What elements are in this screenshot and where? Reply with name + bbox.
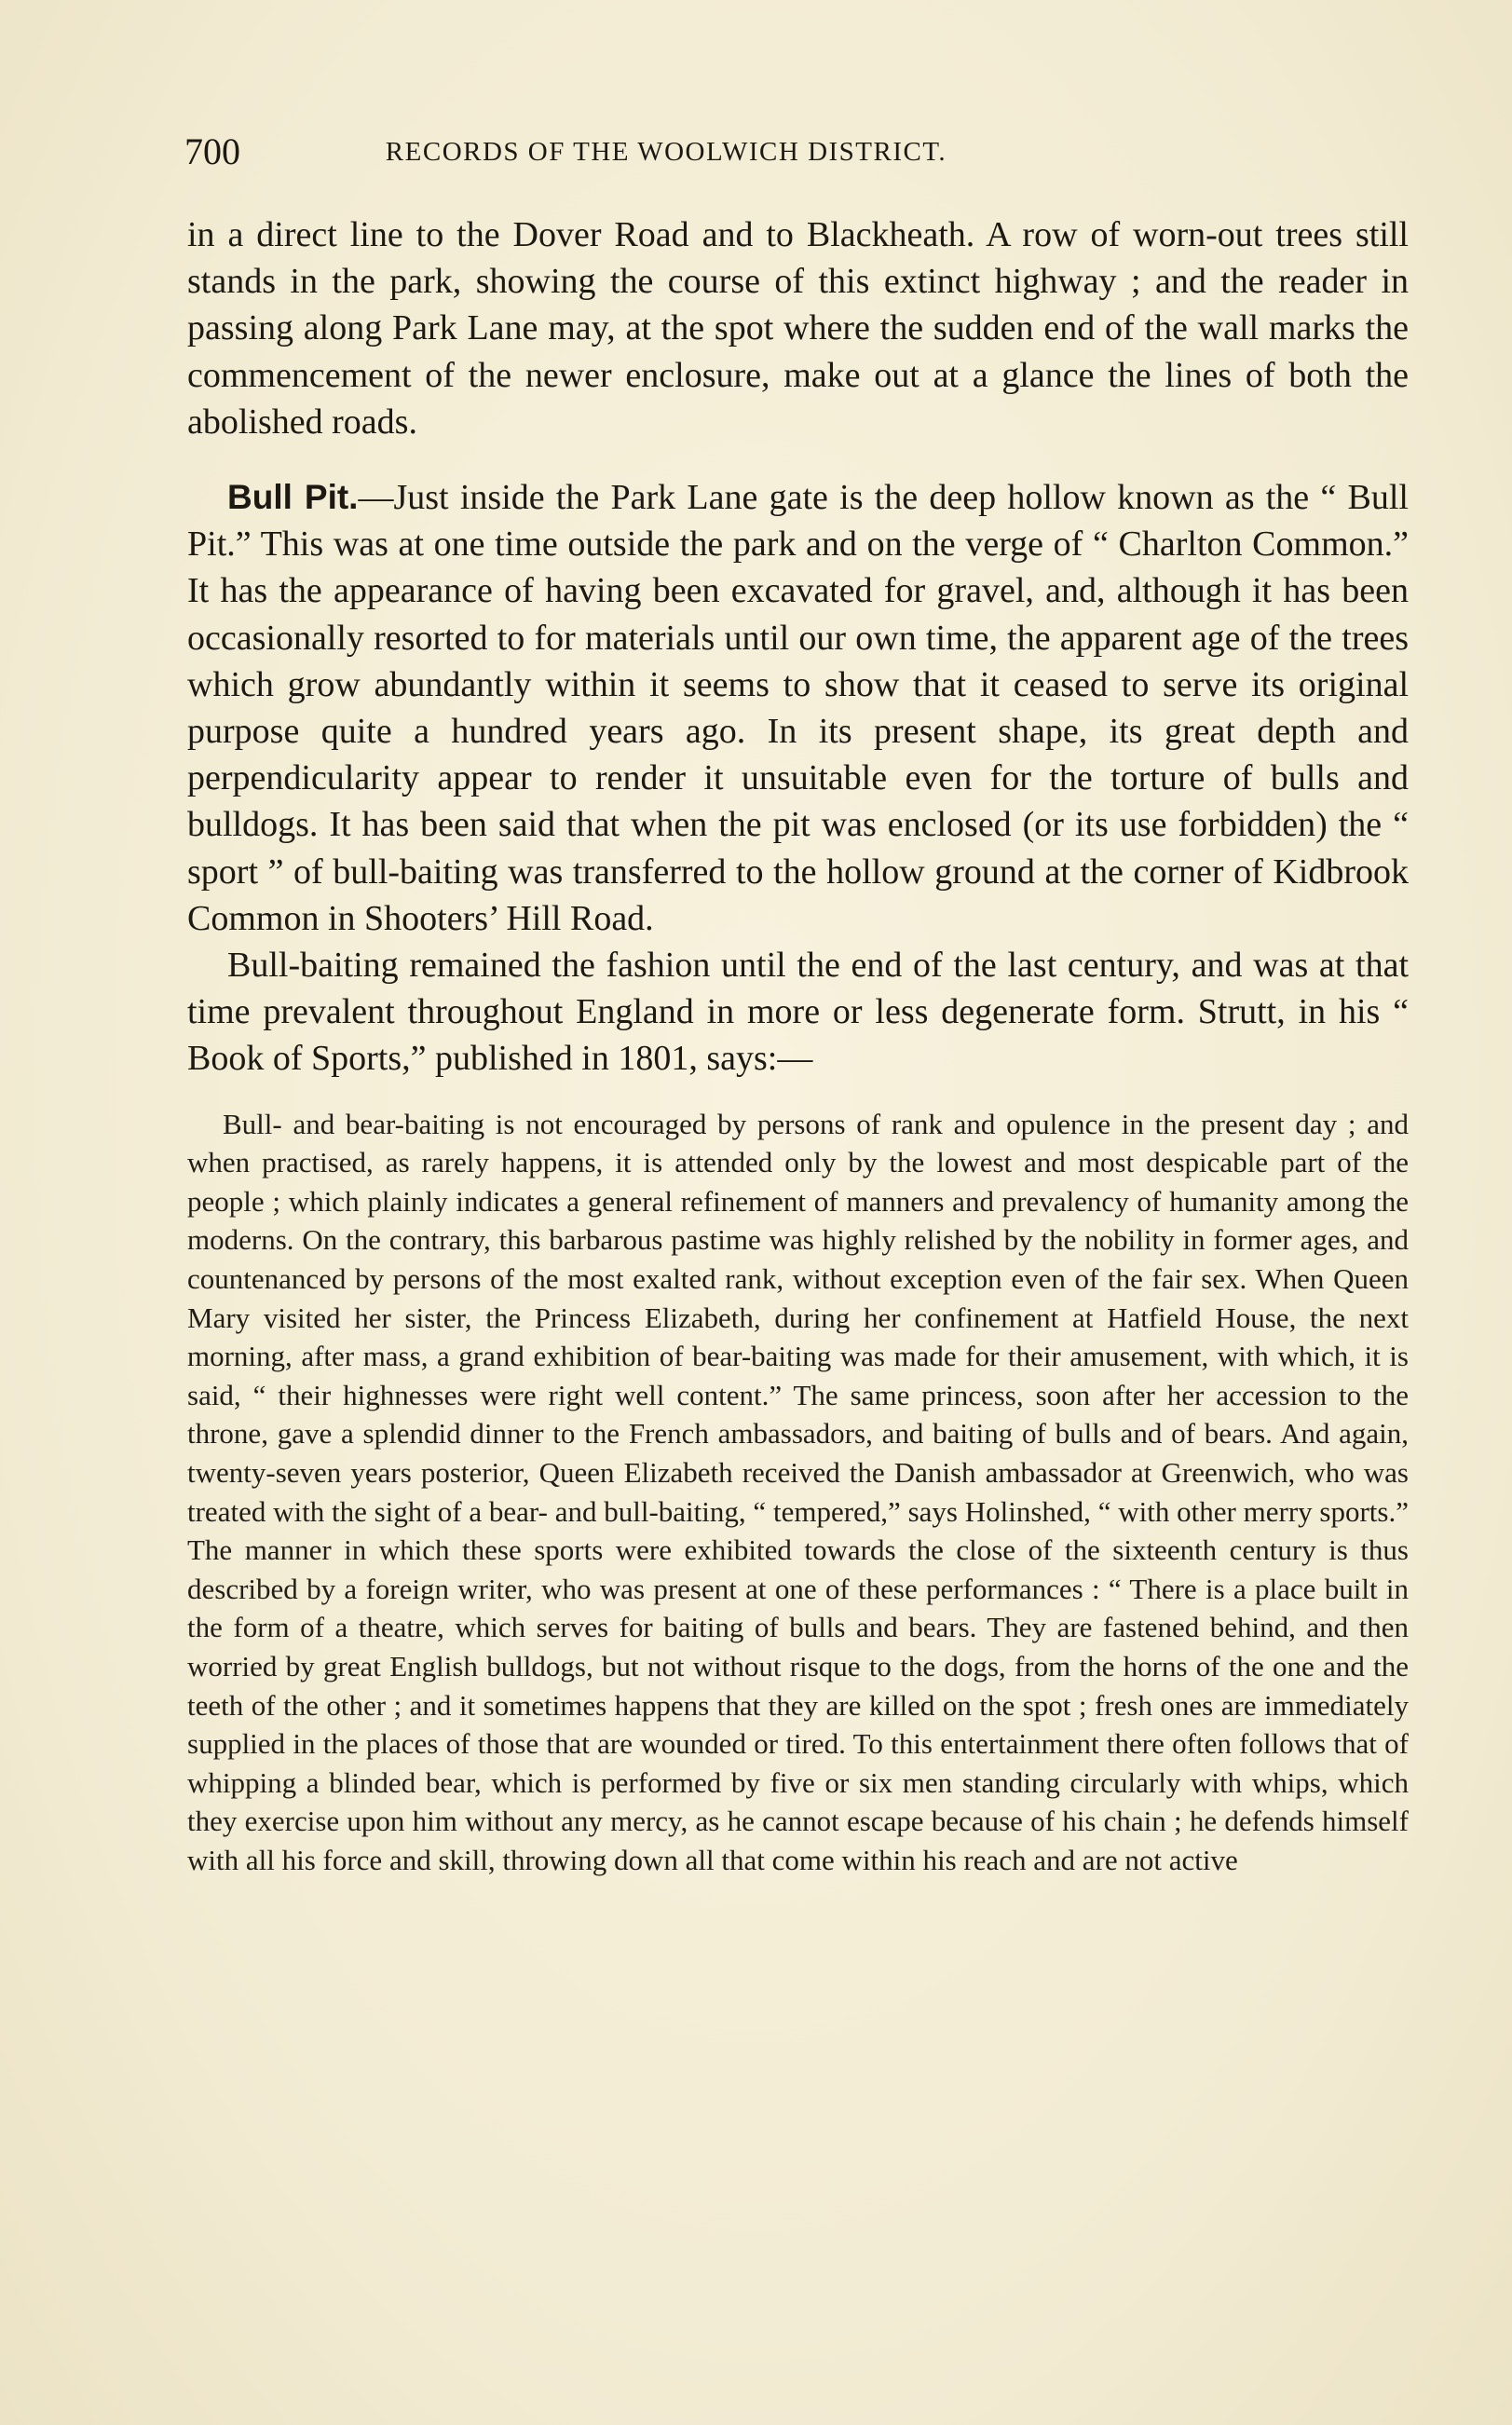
page-header xyxy=(184,129,1148,175)
paragraph-bull-pit-body: —Just inside the Park Lane gate is the deep hollow known as the “ Bull Pit.” This was at one time outside the park and on the verge of “ Charlton Common.” It has the appearance of having been excavated for gravel, and, although it has been occasionally resorted to for materials until our own time, the apparent age of the trees which grow abundantly within it seems to show that it ceased to serve its original purpose quite a hundred years ago. In its present shape, its great depth and perpendicularity appear to render it unsuitable even for the torture of bulls and bulldogs. It has been said that when the pit was enclosed (or its use forbidden) the “ sport ” of bull-baiting was transferred to the hollow ground at the corner of Kidbrook Common in Shooters’ Hill Road. xyxy=(187,478,1409,938)
paragraph-bull-baiting: Bull-baiting remained the fashion until the end of the last century, and was at that time prevalent throughout England in more or less degenerate form. Strutt, in his “ Book of Sports,” published in 1801, says:— xyxy=(187,946,1409,1079)
running-title: RECORDS OF THE WOOLWICH DISTRICT. xyxy=(385,137,947,167)
section-heading: Bull Pit. xyxy=(227,478,359,517)
block-quote-strutt: Bull- and bear-baiting is not encouraged by persons of rank and opulence in the present day ; and when practised, as rarely happens, it is attended only by the lowest and most despicable part of the people ; which plainly indicates a general refinement of manners and prevalency of humanity among the moderns. On the contrary, this barbarous pastime was highly relished by the nobility in former ages, and countenanced by persons of the most exalted rank, without exception even of the fair sex. When Queen Mary visited her sister, the Princess Elizabeth, during her confinement at Hatfield House, the next morning, after mass, a grand exhibition of bear-baiting was made for their amusement, with which, it is said, “ their highnesses were right well content.” The same princess, soon after her accession to the throne, gave a splendid dinner to the French ambassadors, and baiting of bulls and of bears. And again, twenty-seven years posterior, Queen Elizabeth received the Danish ambassador at Greenwich, who was treated with the sight of a bear- and bull-baiting, “ tempered,” says Holinshed, “ with other merry sports.” The manner in which these sports were exhibited towards the close of the sixteenth century is thus described by a foreign writer, who was present at one of these performances : “ There is a place built in the form of a theatre, which serves for baiting of bulls and bears. They are fastened behind, and then worried by great English bulldogs, but not without risque to the dogs, from the horns of the one and the teeth of the other ; and it sometimes happens that they are killed on the spot ; fresh ones are immediately supplied in the places of those that are wounded or tired. To this entertainment there often follows that of whipping a blinded bear, which is performed by five or six men standing circularly with whips, which they exercise upon him without any mercy, as he cannot escape because of his chain ; he defends himself with all his force and skill, throwing down all that come within his reach and are not active xyxy=(187,1107,1409,1876)
body-text xyxy=(187,211,1409,1880)
paragraph-dover-road: in a direct line to the Dover Road and to Blackheath. A row of worn-out trees still stands in the park, showing the course of this extinct highway ; and the reader in passing along Park Lane may, at the spot where the sudden end of the wall marks the commencement of the newer enclosure, make out at a glance the lines of both the abolished roads. xyxy=(187,215,1409,442)
page-number: 700 xyxy=(184,130,240,172)
paragraph-bull-pit xyxy=(187,474,1409,942)
